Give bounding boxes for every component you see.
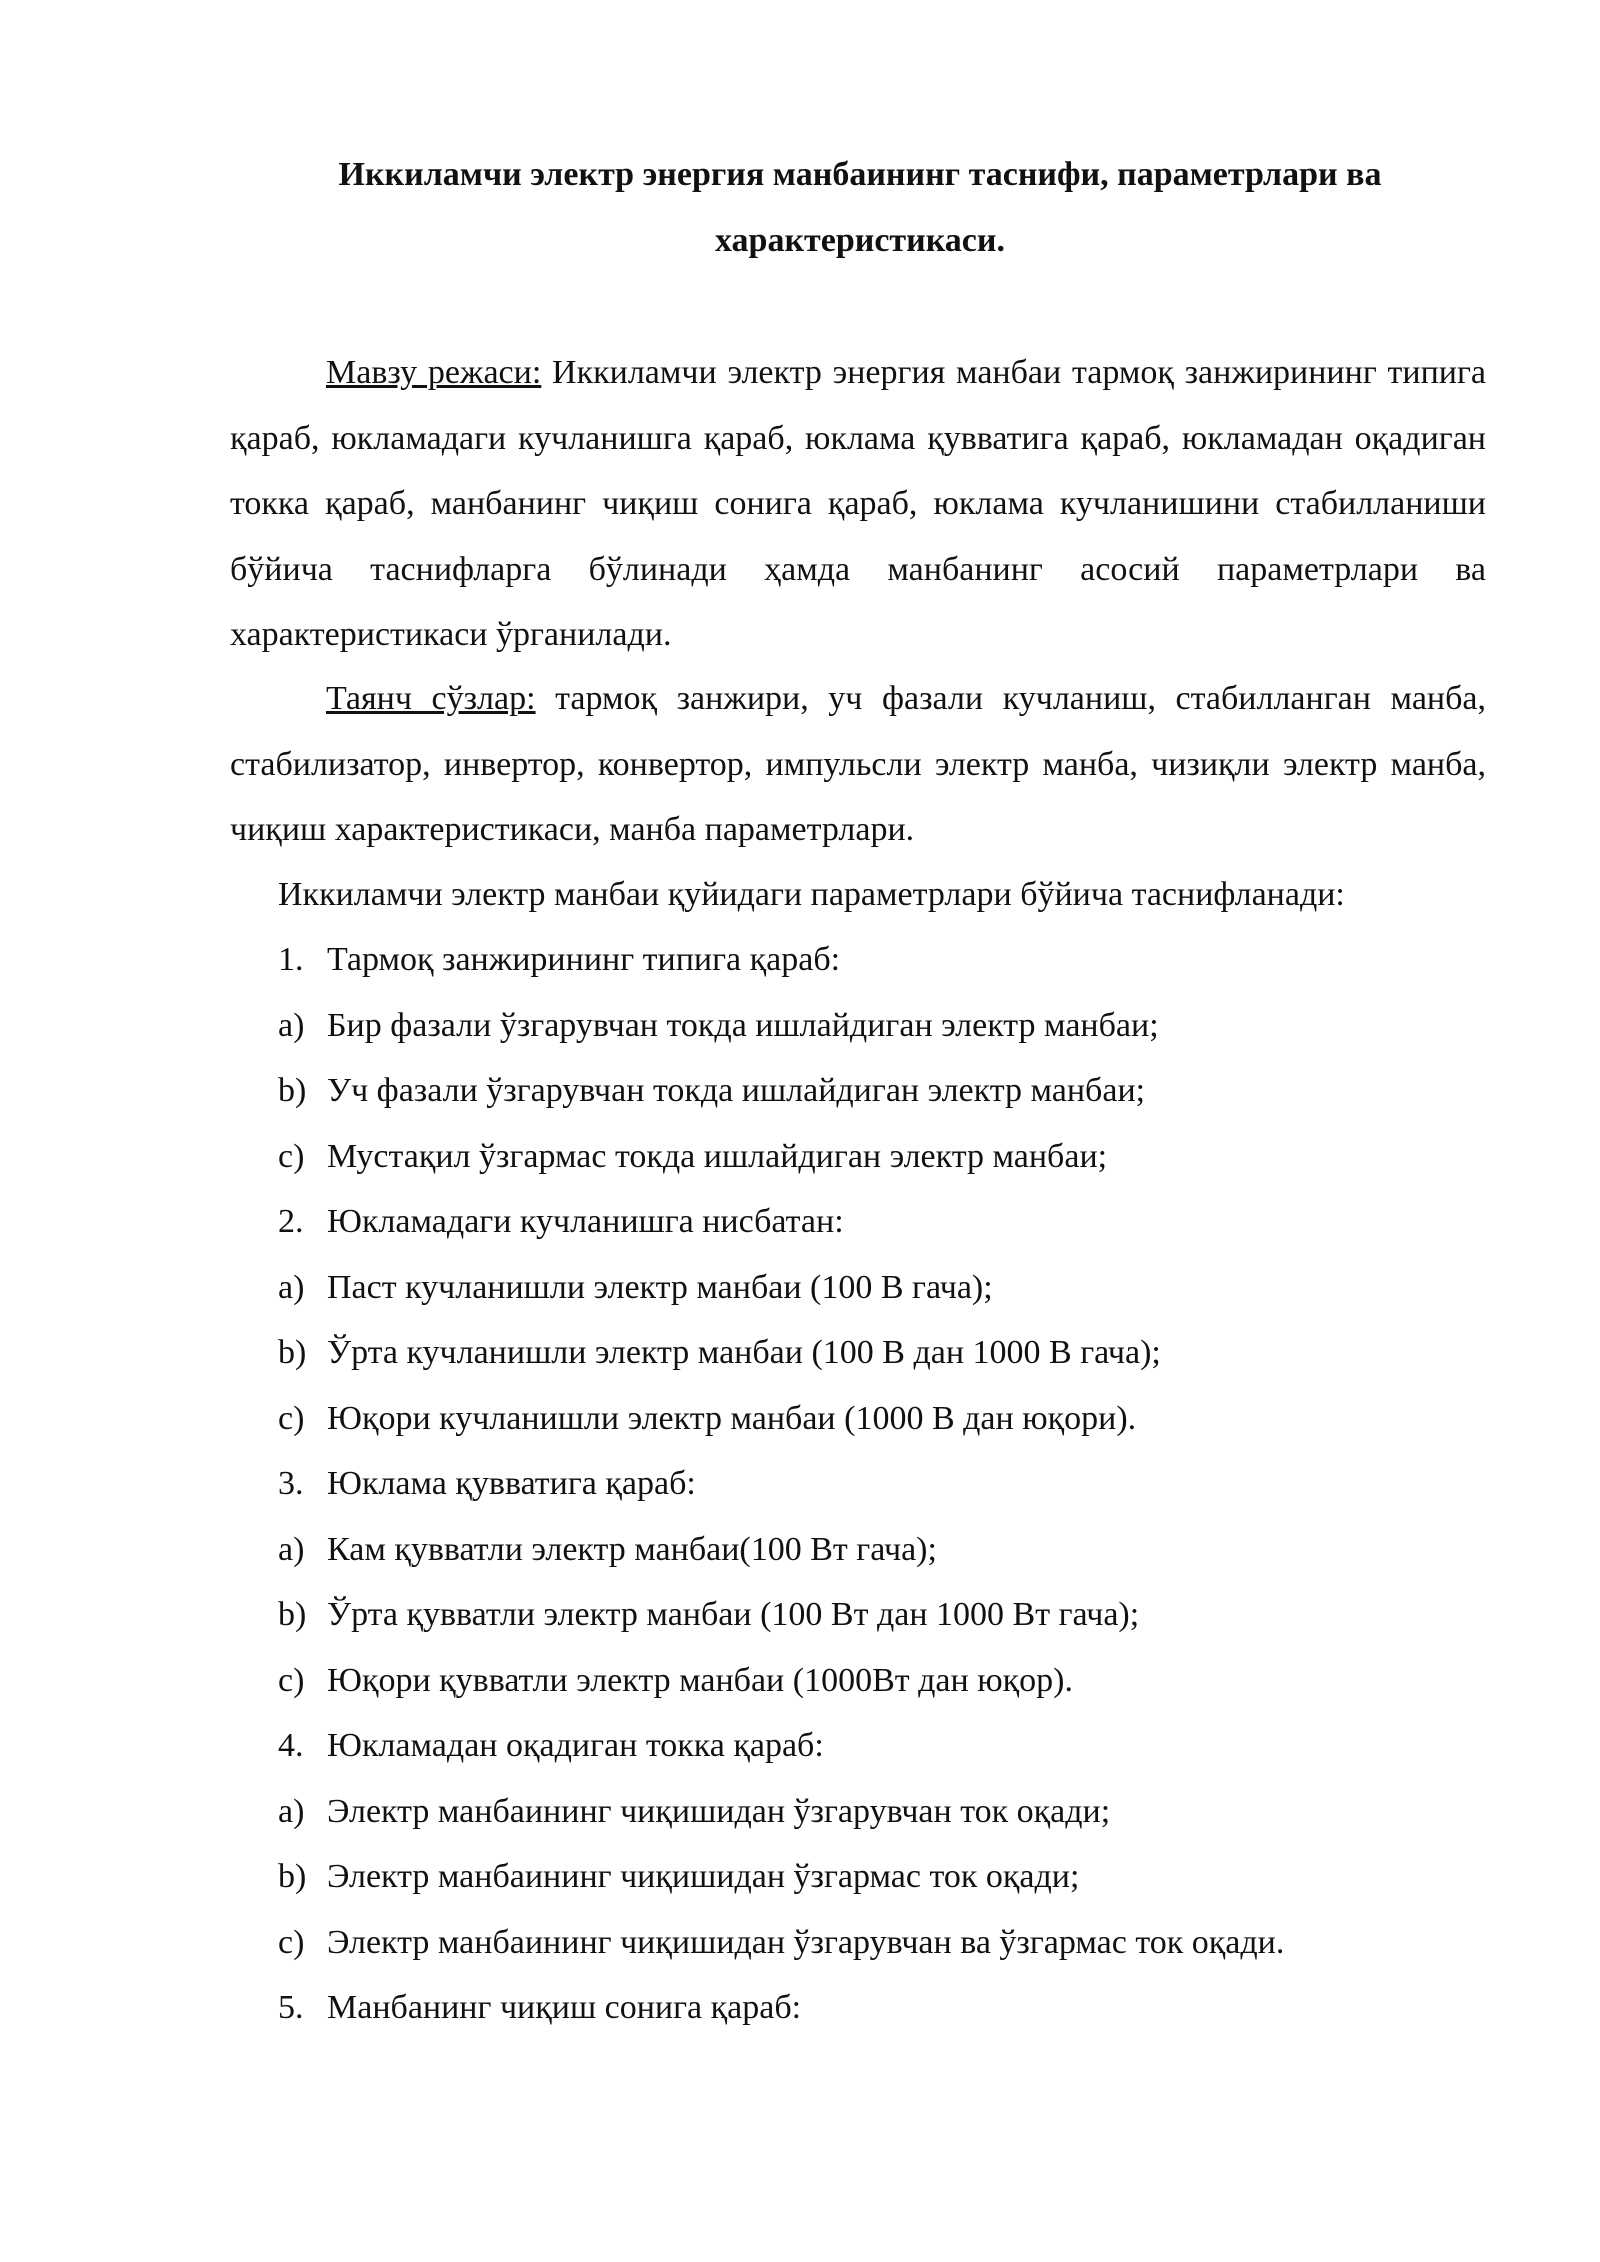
list-item-text: Мустақил ўзгармас токда ишлайдиган электр манбаи; xyxy=(327,1137,1108,1175)
list-item-text: Бир фазали ўзгарувчан токда ишлайдиган электр манбаи; xyxy=(327,1006,1159,1044)
list-item-text: Манбанинг чиқиш сонига қараб: xyxy=(327,1989,802,2026)
list-item xyxy=(278,1386,1488,1452)
list-item-text: Юклама қувватига қараб: xyxy=(327,1465,696,1502)
topic-plan-paragraph xyxy=(230,340,1486,668)
list-item xyxy=(278,1517,1488,1583)
list-item xyxy=(278,1975,1488,2041)
list-item-text: Ўрта кучланишли электр манбаи (100 В дан 1000 В гача); xyxy=(327,1334,1161,1371)
list-marker: b) xyxy=(278,1596,307,1633)
list-item xyxy=(278,1124,1488,1190)
document-title: Иккиламчи электр энергия манбаининг таснифи, параметрлари ва характеристикаси. xyxy=(338,156,1382,259)
list-item-text: Юқори қувватли электр манбаи (1000Вт дан юқор). xyxy=(327,1661,1073,1699)
list-item xyxy=(278,1320,1488,1386)
list-item-text: Электр манбаининг чиқишидан ўзгарувчан ток оқади; xyxy=(327,1792,1111,1830)
list-item xyxy=(278,1713,1488,1779)
list-item xyxy=(278,1648,1488,1714)
list-marker: 5. xyxy=(278,1989,304,2026)
list-item xyxy=(278,1910,1488,1976)
keywords-text: тармоқ занжири, уч фазали кучланиш, стабилланган манба, стабилизатор, инвертор, конвертор, импульсли электр манба, чизиқли электр манба, чиқиш характеристикаси, манба параметрлари. xyxy=(230,680,1486,848)
list-marker: a) xyxy=(278,1268,305,1306)
list-marker: c) xyxy=(278,1923,305,1961)
list-marker: b) xyxy=(278,1072,307,1109)
list-item xyxy=(278,993,1488,1059)
list-item-text: Уч фазали ўзгарувчан токда ишлайдиган электр манбаи; xyxy=(327,1072,1146,1109)
list-marker: b) xyxy=(278,1334,307,1371)
list-item-text: Электр манбаининг чиқишидан ўзгарувчан ва ўзгармас ток оқади. xyxy=(327,1923,1285,1961)
list-marker: c) xyxy=(278,1399,305,1437)
list-marker: c) xyxy=(278,1137,305,1175)
list-item xyxy=(278,1582,1488,1648)
list-marker: 2. xyxy=(278,1203,304,1240)
list-item-text: Тармоқ занжирининг типига қараб: xyxy=(327,941,841,978)
keywords-label: Таянч сўзлар: xyxy=(326,680,536,717)
list-item xyxy=(278,1058,1488,1124)
classification-intro: Иккиламчи электр манбаи қуйидаги параметрлари бўйича таснифланади: xyxy=(278,876,1345,913)
topic-plan-label: Мавзу режаси: xyxy=(326,354,542,391)
keywords-paragraph xyxy=(230,666,1486,863)
list-item xyxy=(278,1189,1488,1255)
list-item xyxy=(278,1255,1488,1321)
list-marker: a) xyxy=(278,1006,305,1044)
list-marker: a) xyxy=(278,1530,305,1568)
list-item-text: Кам қувватли электр манбаи(100 Вт гача); xyxy=(327,1530,937,1568)
list-marker: 1. xyxy=(278,941,304,978)
classification-list xyxy=(278,927,1488,2041)
list-item-text: Ўрта қувватли электр манбаи (100 Вт дан 1000 Вт гача); xyxy=(327,1596,1140,1633)
list-marker: 4. xyxy=(278,1727,304,1764)
list-marker: 3. xyxy=(278,1465,304,1502)
list-item-text: Юкламадаги кучланишга нисбатан: xyxy=(327,1203,844,1240)
topic-plan-text: Иккиламчи электр энергия манбаи тармоқ занжирининг типига қараб, юкламадаги кучланишга қараб, юклама қувватига қараб, юкламадан оқадиган токка қараб, манбанинг чиқиш сонига қараб, юклама кучланишини стабилланиши бўйича таснифларга бўлинади ҳамда манбанинг асосий параметрлари ва характеристикаси ўрганилади. xyxy=(230,354,1487,653)
list-marker: c) xyxy=(278,1661,305,1699)
list-item-text: Юкламадан оқадиган токка қараб: xyxy=(327,1727,824,1764)
list-item xyxy=(278,1451,1488,1517)
list-item-text: Электр манбаининг чиқишидан ўзгармас ток оқади; xyxy=(327,1858,1080,1895)
list-item xyxy=(278,927,1488,993)
list-marker: b) xyxy=(278,1858,307,1895)
list-marker: a) xyxy=(278,1792,305,1830)
list-item xyxy=(278,1844,1488,1910)
list-item-text: Паст кучланишли электр манбаи (100 В гача); xyxy=(327,1268,993,1306)
list-item xyxy=(278,1779,1488,1845)
list-item-text: Юқори кучланишли электр манбаи (1000 В дан юқори). xyxy=(327,1399,1137,1437)
